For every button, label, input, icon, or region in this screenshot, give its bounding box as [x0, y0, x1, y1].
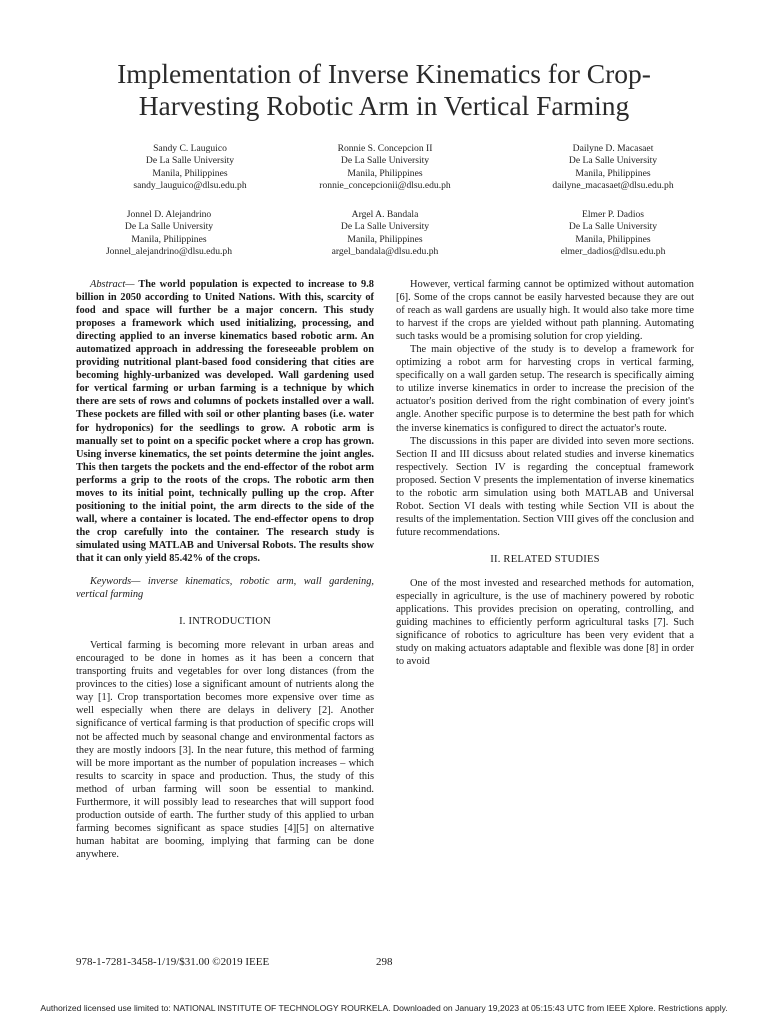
author-location: Manila, Philippines — [152, 167, 228, 179]
author-affiliation: De La Salle University — [340, 221, 430, 233]
author-name: Jonnel D. Alejandrino — [126, 209, 212, 220]
page-number: 298 — [376, 956, 393, 968]
intro-paragraph: The main objective of the study is to develop a framework for optimizing a robot arm for harvesting crops in vertical farming, specifically on a wall garden setup. The research is specifically aiming to utilize inverse kinematics in order to increase the precision of the actuator's position derived from the right combination of every joint's angle. Another specific purpose is to determine the best path for which the inverse kinematics is configured to direct the actuator's route. — [396, 344, 694, 434]
author-email: argel_bandala@dlsu.edu.ph — [331, 246, 439, 258]
author-block — [54, 209, 284, 259]
author-name: Argel A. Bandala — [351, 209, 419, 220]
author-affiliation: De La Salle University — [124, 221, 214, 233]
section-heading-introduction: I. INTRODUCTION — [179, 616, 271, 628]
author-name: Elmer P. Dadios — [581, 209, 645, 220]
author-email: sandy_lauguico@dlsu.edu.ph — [133, 180, 247, 192]
author-block — [270, 209, 500, 259]
intro-paragraph: Vertical farming is becoming more relevant in urban areas and encouraged to be done in homes as it has been a concern that transporting fruits and vegetables for over long distances (from the provinces to the cities) lose a significant amount of nutrients along the way [1]. Crop transportation becomes more expensive over time as well especially when there are delays in delivery [2]. Another significance of vertical farming is that production of specific crops will not be affected much by seasonal change and environmental factors as they are mostly indoors [3]. In the near future, this method of farming will be more important as the number of population increases – which results to scarcity in space and production. Thus, the study of this method of urban farming will soon be essential to mankind. Furthermore, it will possibly lead to researches that will support food production outside of earth. The further study of this applied to urban farming becomes significant as space studies [4][5] on alternative human habitat are booming, implying that farming can be done anywhere. — [76, 640, 374, 860]
author-location: Manila, Philippines — [347, 233, 423, 245]
author-email: Jonnel_alejandrino@dlsu.edu.ph — [105, 246, 233, 258]
author-affiliation: De La Salle University — [340, 155, 430, 167]
related-paragraph: One of the most invested and researched methods for automation, especially in agriculture, is the use of machinery powered by robotic applications. This provides precision on operating, controlling, and guiding machines to efficiently perform agricultural tasks [7]. Such significance of robotics to agriculture has been very evident that a study on making actuators adaptable and flexible was done [8] in order to avoid — [396, 577, 694, 668]
author-email: dailyne_macasaet@dlsu.edu.ph — [552, 180, 674, 192]
author-location: Manila, Philippines — [575, 167, 651, 179]
author-block — [498, 209, 728, 259]
author-name: Dailyne D. Macasaet — [572, 143, 654, 154]
isbn-copyright: 978-1-7281-3458-1/19/$31.00 ©2019 IEEE — [76, 956, 270, 968]
author-affiliation: De La Salle University — [568, 155, 658, 167]
left-column — [76, 278, 374, 861]
abstract-text: The world population is expected to increase to 9.8 billion in 2050 according to United Nations. With this, scarcity of food and space will further be a major concern. This study proposes a framework which used initializing, processing, and directing applied to an inverse kinematics based robotic arm. An automatized approach in addressing the foreseeable problem on providing nutritional plant-based food considering that cities are becoming highly-urbanized was developed. Wall gardening used for vertical farming or urban farming is a technique by which there are sets of rows and columns of pockets installed over a wall. These pockets are filled with soil or other planting bases (i.e. water for hydroponics) for the seedlings to grow. A robotic arm is manually set to point on a specific pocket where a crop has grown. Using inverse kinematics, the set points determine the joint angles. This then targets the pockets and the end-effector of the robot arm performs a grip to the roots of the crops. The robotic arm then moves to its initial point, technically pulling up the crop. After positioning to the initial point, the arm directs to the side of the wall, where a container is located. The end-effector opens to drop the crop carefully into the container. The research study is simulated using MATLAB and Universal Robots. The results show that it can only yield 85.42% of the crops. — [76, 279, 374, 564]
author-email: ronnie_concepcionii@dlsu.edu.ph — [319, 180, 451, 192]
right-column — [396, 278, 694, 668]
intro-paragraph: However, vertical farming cannot be optimized without automation [6]. Some of the crops cannot be easily harvested because they are out of reach as wall gardens are usually high. It would also take more time to harvest if the crops are yielded without path planning. Automating such tasks would be a promising solution for crop yielding. — [396, 279, 694, 343]
license-notice: Authorized licensed use limited to: NATIONAL INSTITUTE OF TECHNOLOGY ROURKELA. Downloaded on January 19,2023 at 05:15:43 UTC from IEEE Xplore. Restrictions apply. — [40, 1003, 728, 1013]
paper-title: Implementation of Inverse Kinematics for Crop-Harvesting Robotic Arm in Vertical Farming — [117, 58, 651, 121]
author-name: Sandy C. Lauguico — [153, 143, 227, 154]
keywords: Keywords— inverse kinematics, robotic arm, wall gardening, vertical farming — [76, 576, 374, 601]
author-location: Manila, Philippines — [575, 233, 651, 245]
section-heading-related-studies: II. RELATED STUDIES — [490, 553, 600, 565]
author-location: Manila, Philippines — [347, 167, 423, 179]
author-block — [498, 143, 728, 193]
intro-paragraph: The discussions in this paper are divided into seven more sections. Section II and III dicsuss about related studies and inverse kinematics respectively. Section IV is regarding the conceptual framework proposed. Section V presents the implementation of inverse kinematics to the robotic arm simulation using both MATLAB and Universal Robot. Section VI deals with testing while Section VII is about the results of the implementation. Section VIII gives off the conclusion and future recommendations. — [396, 435, 694, 538]
abstract-label: Abstract— — [90, 279, 135, 290]
author-name: Ronnie S. Concepcion II — [337, 143, 433, 154]
abstract — [76, 278, 374, 565]
author-block — [270, 143, 500, 193]
author-email: elmer_dadios@dlsu.edu.ph — [560, 246, 666, 258]
author-affiliation: De La Salle University — [145, 155, 235, 167]
author-affiliation: De La Salle University — [568, 221, 658, 233]
author-location: Manila, Philippines — [131, 233, 207, 245]
